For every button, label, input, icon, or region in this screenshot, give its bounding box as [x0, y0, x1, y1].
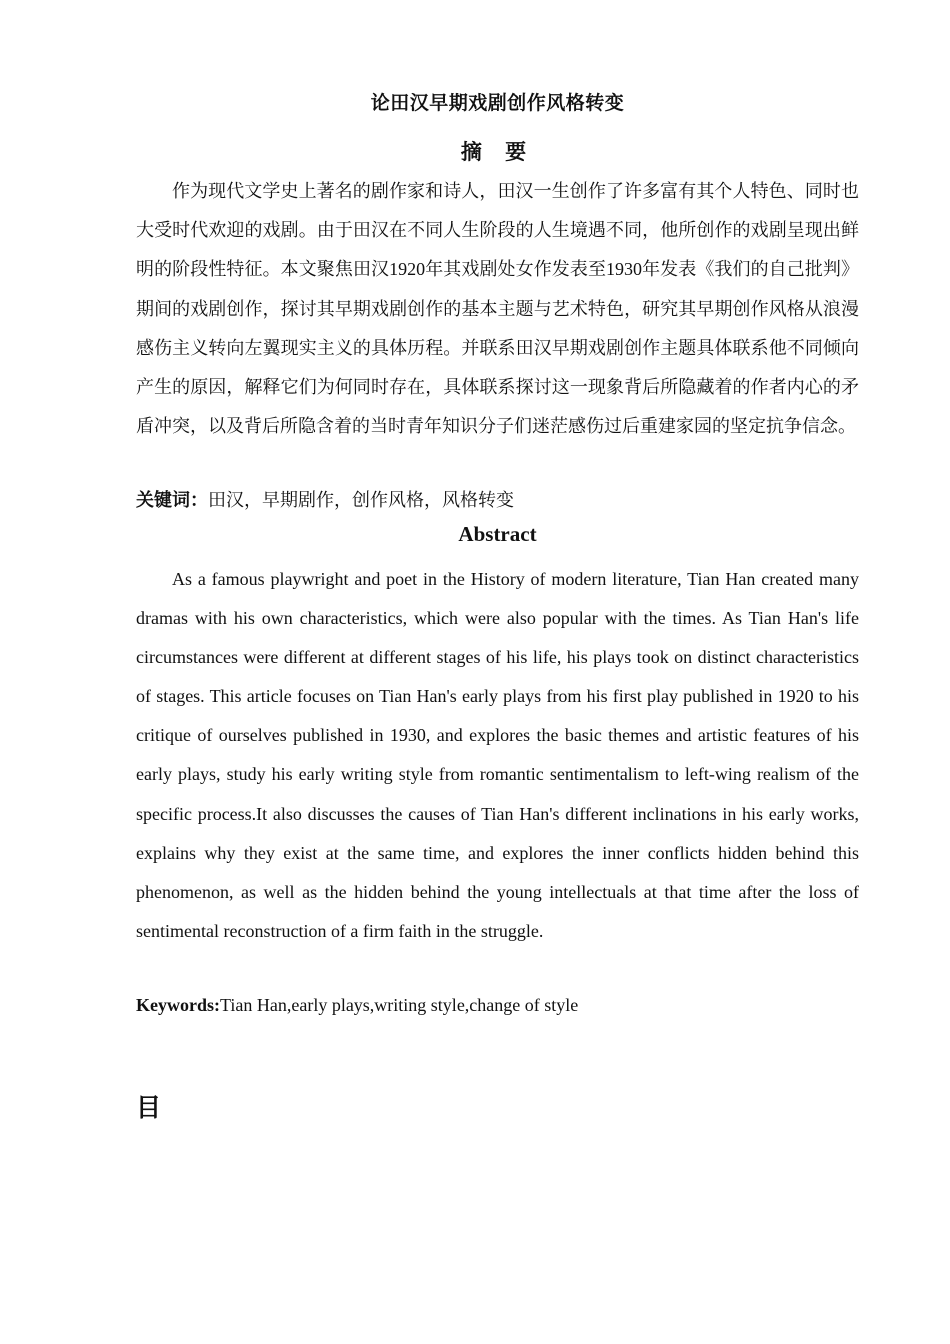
keywords-cn: [136, 484, 859, 517]
toc-heading: 目: [136, 1093, 162, 1122]
keywords-cn-values: 田汉，早期剧作，创作风格，风格转变: [208, 490, 514, 510]
keywords-en-label: Keywords:: [136, 995, 220, 1015]
abstract-cn-heading: 摘 要: [460, 140, 535, 164]
keywords-en: [136, 989, 859, 1021]
paper-title: 论田汉早期戏剧创作风格转变: [370, 93, 625, 114]
abstract-en-heading: Abstract: [458, 522, 537, 546]
abstract-en-body: As a famous playwright and poet in the History of modern literature, Tian Han created many dramas with his own characteristics, which were also popular with the times. As Tian Han's life circumstances were different at different stages of his life, his plays took on distinct characteristics of stages. This article focuses on Tian Han's early plays from his first play published in 1920 to his critique of ourselves published in 1930, and explores the basic themes and artistic features of his early plays, study his early writing style from romantic sentimentalism to left-wing realism of the specific process.It also discusses the causes of Tian Han's different inclinations in his early works, explains why they exist at the same time, and explores the inner conflicts hidden behind this phenomenon, as well as the hidden behind the young intellectuals at that time after the loss of sentimental reconstruction of a firm faith in the struggle.: [136, 569, 859, 941]
keywords-en-values: Tian Han,early plays,writing style,change of style: [220, 995, 579, 1015]
abstract-cn-body: 作为现代文学史上著名的剧作家和诗人，田汉一生创作了许多富有其个人特色、同时也大受时代欢迎的戏剧。由于田汉在不同人生阶段的人生境遇不同，他所创作的戏剧呈现出鲜明的阶段性特征。本文聚焦田汉1920年其戏剧处女作发表至1930年发表《我们的自己批判》期间的戏剧创作，探讨其早期戏剧创作的基本主题与艺术特色，研究其早期创作风格从浪漫感伤主义转向左翼现实主义的具体历程。并联系田汉早期戏剧创作主题具体联系他不同倾向产生的原因，解释它们为何同时存在，具体联系探讨这一现象背后所隐藏着的作者内心的矛盾冲突，以及背后所隐含着的当时青年知识分子们迷茫感伤过后重建家园的坚定抗争信念。: [136, 181, 859, 437]
keywords-cn-label: 关键词：: [136, 490, 208, 511]
